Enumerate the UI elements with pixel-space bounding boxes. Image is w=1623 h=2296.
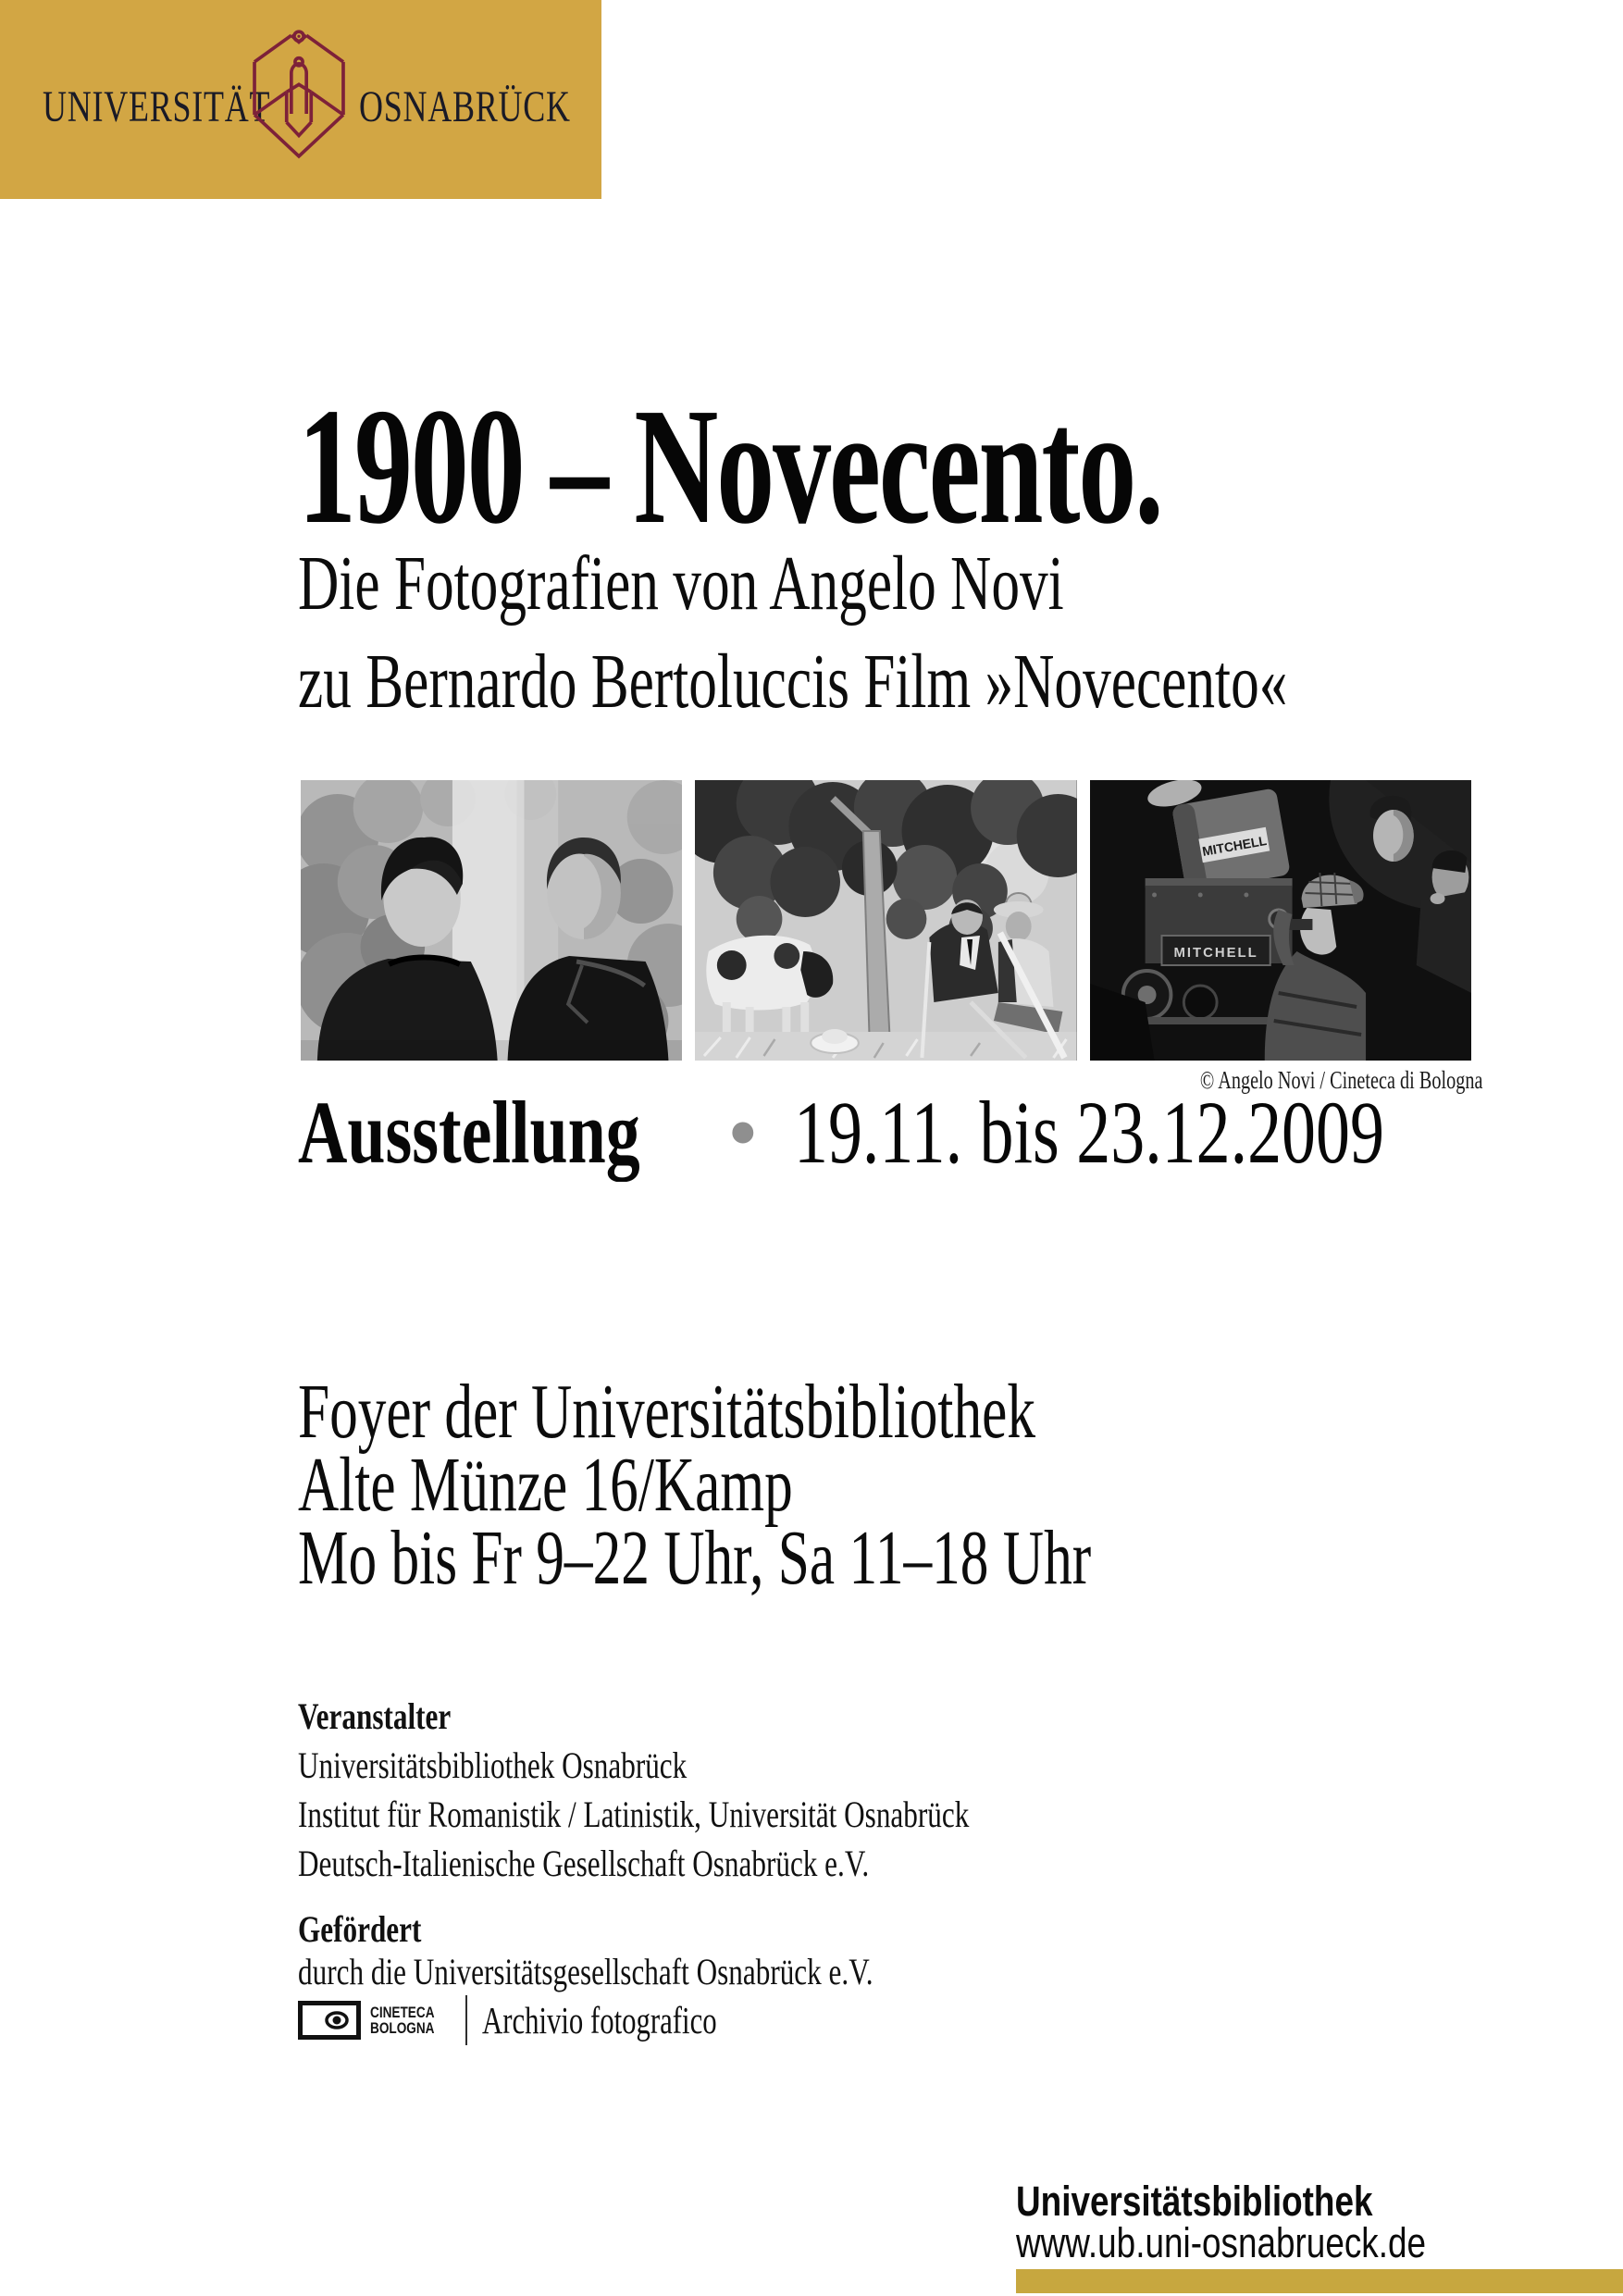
camera-label-top: MITCHELL bbox=[1200, 832, 1268, 859]
photo-strip bbox=[301, 780, 1471, 1061]
page-subtitle bbox=[298, 535, 1623, 731]
footer-gold-bar bbox=[1016, 2269, 1623, 2293]
cineteca-wordmark: CINETECA BOLOGNA bbox=[370, 2004, 435, 2037]
exhibition-separator-bullet: • bbox=[727, 1083, 759, 1182]
university-wordmark-right bbox=[359, 82, 641, 131]
photo-farm-scene bbox=[695, 780, 1076, 1061]
photo-camera-crew bbox=[1090, 780, 1471, 1061]
footer-website: www.ub.uni-osnabrueck.de bbox=[1016, 2219, 1427, 2266]
photo-two-actors bbox=[301, 780, 682, 1061]
photo-farm-scene-image bbox=[695, 780, 1076, 1061]
organizer-block bbox=[298, 1692, 1158, 1888]
footer-block bbox=[1016, 2180, 1516, 2264]
logo-divider bbox=[465, 1995, 467, 2045]
exhibition-dates: 19.11. bis 23.12.2009 bbox=[794, 1083, 1384, 1182]
photo-camera-crew-image bbox=[1090, 780, 1471, 1061]
organizer-line: Institut für Romanistik / Latinistik, Universität Osnabrück bbox=[298, 1793, 970, 1835]
venue-block bbox=[298, 1369, 1384, 1601]
osnabrueck-word: OSNABRÜCK bbox=[359, 82, 571, 131]
venue-line-address: Alte Münze 16/Kamp bbox=[298, 1442, 793, 1528]
university-emblem-icon bbox=[246, 24, 352, 161]
funding-heading: Gefördert bbox=[298, 1908, 422, 1950]
subtitle-line-1: Die Fotografien von Angelo Novi bbox=[298, 540, 1064, 627]
page-title: 1900 – Novecento. bbox=[298, 374, 1162, 558]
cineteca-logo-row bbox=[298, 1995, 795, 2045]
funding-block bbox=[298, 1908, 1035, 1993]
photo-credit: © Angelo Novi / Cineteca di Bologna bbox=[1199, 1066, 1482, 1094]
organizer-line: Deutsch-Italienische Gesellschaft Osnabrück e.V. bbox=[298, 1843, 870, 1884]
venue-line-hours: Mo bis Fr 9–22 Uhr, Sa 11–18 Uhr bbox=[298, 1515, 1092, 1601]
photo-two-actors-image bbox=[301, 780, 682, 1061]
university-word: UNIVERSITÄT bbox=[43, 82, 271, 131]
subtitle-line-2: zu Bernardo Bertoluccis Film »Novecento« bbox=[298, 639, 1288, 725]
university-banner bbox=[0, 0, 601, 199]
organizer-heading: Veranstalter bbox=[298, 1695, 452, 1737]
exhibition-label: Ausstellung bbox=[298, 1083, 640, 1182]
archive-label: Archivio fotografico bbox=[481, 1999, 717, 2042]
venue-line-location: Foyer der Universitätsbibliothek bbox=[298, 1369, 1036, 1455]
camera-label-side: MITCHELL bbox=[1173, 944, 1258, 962]
funding-line: durch die Universitätsgesellschaft Osnabrück e.V. bbox=[298, 1951, 873, 1992]
organizer-line: Universitätsbibliothek Osnabrück bbox=[298, 1744, 688, 1786]
footer-library-name: Universitätsbibliothek bbox=[1016, 2178, 1373, 2225]
cineteca-eye-icon bbox=[298, 2001, 361, 2040]
